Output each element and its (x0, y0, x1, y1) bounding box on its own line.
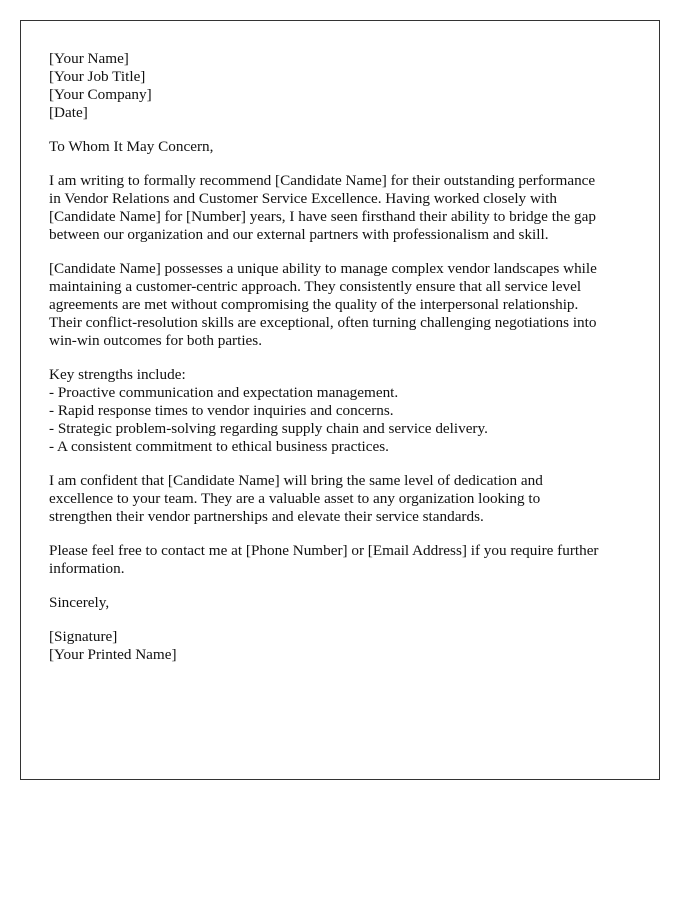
sender-name: [Your Name] (49, 50, 129, 67)
sender-company: [Your Company] (49, 86, 152, 103)
signature-block (49, 628, 631, 664)
paragraph-line: agreements are met without compromising the quality of the interpersonal relationship. (49, 296, 579, 313)
paragraph-line: maintaining a customer-centric approach. They consistently ensure that all service level (49, 278, 582, 295)
strengths-section (49, 366, 631, 456)
paragraph-line: [Candidate Name] for [Number] years, I have seen firsthand their ability to bridge the gap (49, 208, 596, 225)
strength-item: - A consistent commitment to ethical business practices. (49, 438, 389, 455)
sender-job-title: [Your Job Title] (49, 68, 146, 85)
paragraph-line: Their conflict-resolution skills are exceptional, often turning challenging negotiations into (49, 314, 597, 331)
closing-text: Sincerely, (49, 594, 110, 611)
strengths-heading: Key strengths include: (49, 366, 186, 383)
paragraph-line: strengthen their vendor partnerships and elevate their service standards. (49, 508, 484, 525)
abilities-paragraph (49, 260, 631, 350)
printed-name: [Your Printed Name] (49, 646, 177, 663)
paragraph-line: excellence to your team. They are a valuable asset to any organization looking to (49, 490, 541, 507)
letter-date: [Date] (49, 104, 88, 121)
salutation (49, 138, 631, 156)
closing (49, 594, 631, 612)
contact-paragraph (49, 542, 631, 578)
confidence-paragraph (49, 472, 631, 526)
strength-item: - Strategic problem-solving regarding supply chain and service delivery. (49, 420, 488, 437)
paragraph-line: I am confident that [Candidate Name] will bring the same level of dedication and (49, 472, 543, 489)
strength-item: - Rapid response times to vendor inquiries and concerns. (49, 402, 394, 419)
salutation-text: To Whom It May Concern, (49, 138, 214, 155)
intro-paragraph (49, 172, 631, 244)
paragraph-line: information. (49, 560, 125, 577)
paragraph-line: in Vendor Relations and Customer Service Excellence. Having worked closely with (49, 190, 557, 207)
paragraph-line: [Candidate Name] possesses a unique ability to manage complex vendor landscapes while (49, 260, 597, 277)
strength-item: - Proactive communication and expectation management. (49, 384, 399, 401)
sender-block (49, 50, 631, 122)
signature-line: [Signature] (49, 628, 118, 645)
paragraph-line: Please feel free to contact me at [Phone Number] or [Email Address] if you require further (49, 542, 599, 559)
paragraph-line: between our organization and our external partners with professionalism and skill. (49, 226, 549, 243)
paragraph-line: win-win outcomes for both parties. (49, 332, 263, 349)
paragraph-line: I am writing to formally recommend [Candidate Name] for their outstanding performance (49, 172, 596, 189)
letter-page (20, 20, 660, 780)
